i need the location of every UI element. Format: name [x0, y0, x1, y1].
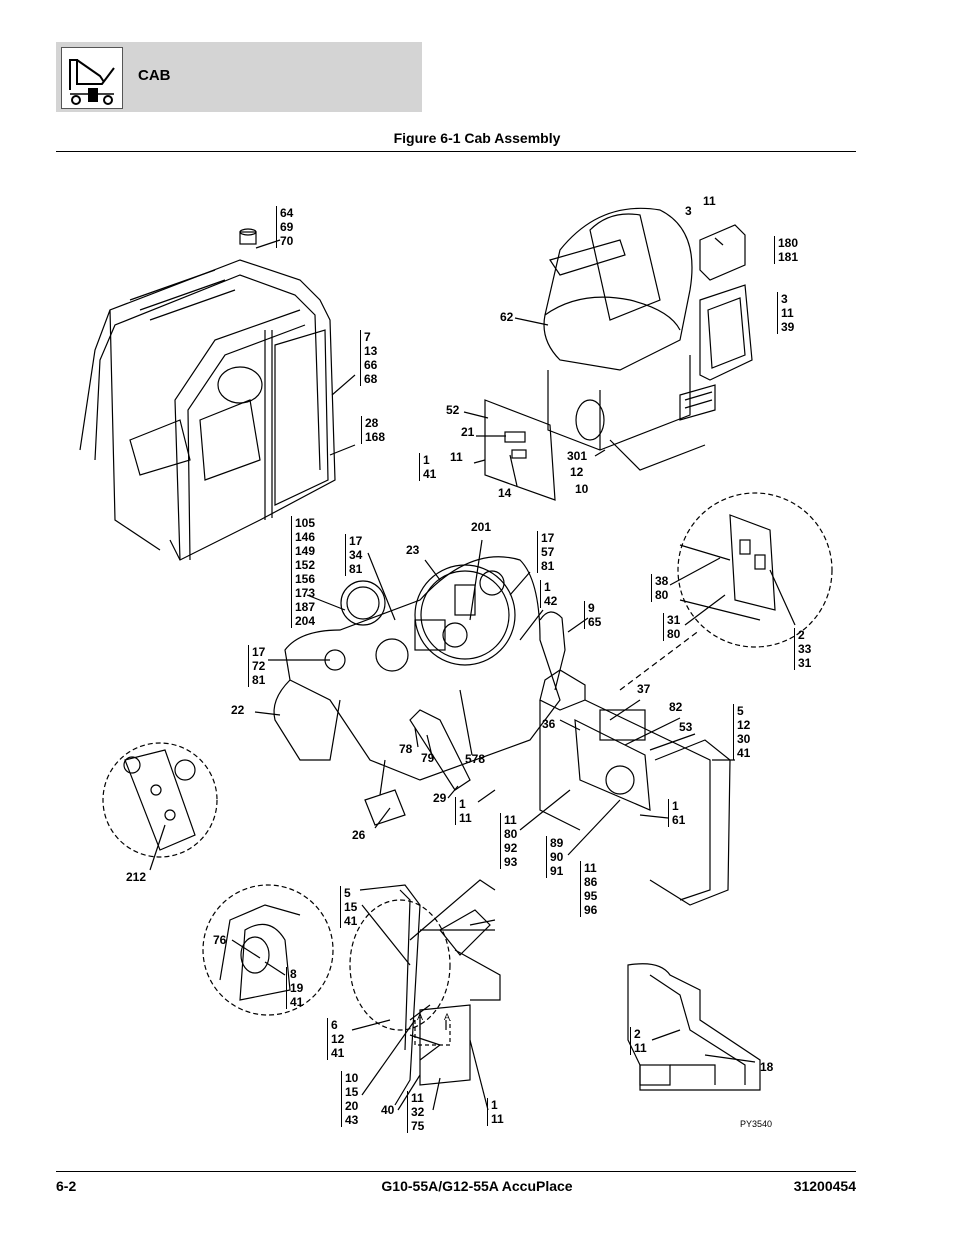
- callout-10-15-20-43: 10 15 20 43: [341, 1071, 358, 1127]
- callout-8-19-41: 8 19 41: [286, 967, 303, 1009]
- callout-11-32-75: 11 32 75: [407, 1091, 424, 1133]
- callout-180-181: 180 181: [774, 236, 798, 264]
- callout-11-80-92-93: 11 80 92 93: [500, 813, 517, 869]
- callout-79: 79: [421, 751, 435, 765]
- callout-1-41: 1 41: [419, 453, 436, 481]
- callout-26: 26: [352, 828, 366, 842]
- figure-title: Figure 6-1 Cab Assembly: [393, 130, 561, 146]
- callout-29: 29: [433, 791, 447, 805]
- callout-301: 301: [567, 449, 588, 463]
- page-number: 6-2: [56, 1178, 77, 1194]
- callout-201: 201: [471, 520, 492, 534]
- callout-578: 578: [465, 752, 486, 766]
- callout-82: 82: [669, 700, 683, 714]
- callout-62: 62: [500, 310, 514, 324]
- callout-11: 11: [703, 194, 716, 208]
- callout-6-12-41: 6 12 41: [327, 1018, 344, 1060]
- callout-1-61: 1 61: [668, 799, 685, 827]
- callout-89-90-91: 89 90 91: [546, 836, 563, 878]
- callout-31-80: 31 80: [663, 613, 680, 641]
- callout-17-57-81: 17 57 81: [537, 531, 554, 573]
- callout-78: 78: [399, 742, 413, 756]
- callout-22: 22: [231, 703, 245, 717]
- footer-rule: [56, 1171, 856, 1172]
- section-marker-a-right: A: [444, 1012, 451, 1022]
- callout-52: 52: [446, 403, 460, 417]
- callout-9-65: 9 65: [584, 601, 601, 629]
- callout-1-11-a: 1 11: [455, 797, 472, 825]
- callout-7-13-66-68: 7 13 66 68: [360, 330, 377, 386]
- callout-2-33-31: 2 33 31: [794, 628, 811, 670]
- callout-5-15-41: 5 15 41: [340, 886, 357, 928]
- section-title: CAB: [138, 67, 171, 84]
- callout-18: 18: [760, 1060, 774, 1074]
- callout-17-72-81: 17 72 81: [248, 645, 265, 687]
- callout-10: 10: [575, 482, 589, 496]
- section-marker-a-left: A: [417, 1012, 424, 1022]
- callout-53: 53: [679, 720, 693, 734]
- callout-40: 40: [381, 1103, 395, 1117]
- callout-64-69-70: 64 69 70: [276, 206, 293, 248]
- callout-76: 76: [213, 933, 227, 947]
- callout-105-204: 105 146 149 152 156 173 187 204: [291, 516, 315, 628]
- callout-5-12-30-41: 5 12 30 41: [733, 704, 750, 760]
- callout-12: 12: [570, 465, 584, 479]
- callout-2-11: 2 11: [630, 1027, 647, 1055]
- model-name: G10-55A/G12-55A AccuPlace: [381, 1178, 573, 1194]
- callout-36: 36: [542, 717, 556, 731]
- callout-212: 212: [126, 870, 147, 884]
- callout-1-42: 1 42: [540, 580, 557, 608]
- callout-28-168: 28 168: [361, 416, 385, 444]
- doc-number: 31200454: [793, 1178, 856, 1194]
- callout-3: 3: [685, 204, 692, 218]
- callout-17-34-81: 17 34 81: [345, 534, 362, 576]
- callout-21: 21: [461, 425, 475, 439]
- callout-3-11-39: 3 11 39: [777, 292, 794, 334]
- callout-1-11-b: 1 11: [487, 1098, 504, 1126]
- drawing-id: PY3540: [740, 1119, 773, 1129]
- callout-38-80: 38 80: [651, 574, 668, 602]
- callout-11b: 11: [450, 450, 463, 464]
- callout-37: 37: [637, 682, 651, 696]
- callout-23: 23: [406, 543, 420, 557]
- callout-14: 14: [498, 486, 512, 500]
- callout-11-86-95-96: 11 86 95 96: [580, 861, 597, 917]
